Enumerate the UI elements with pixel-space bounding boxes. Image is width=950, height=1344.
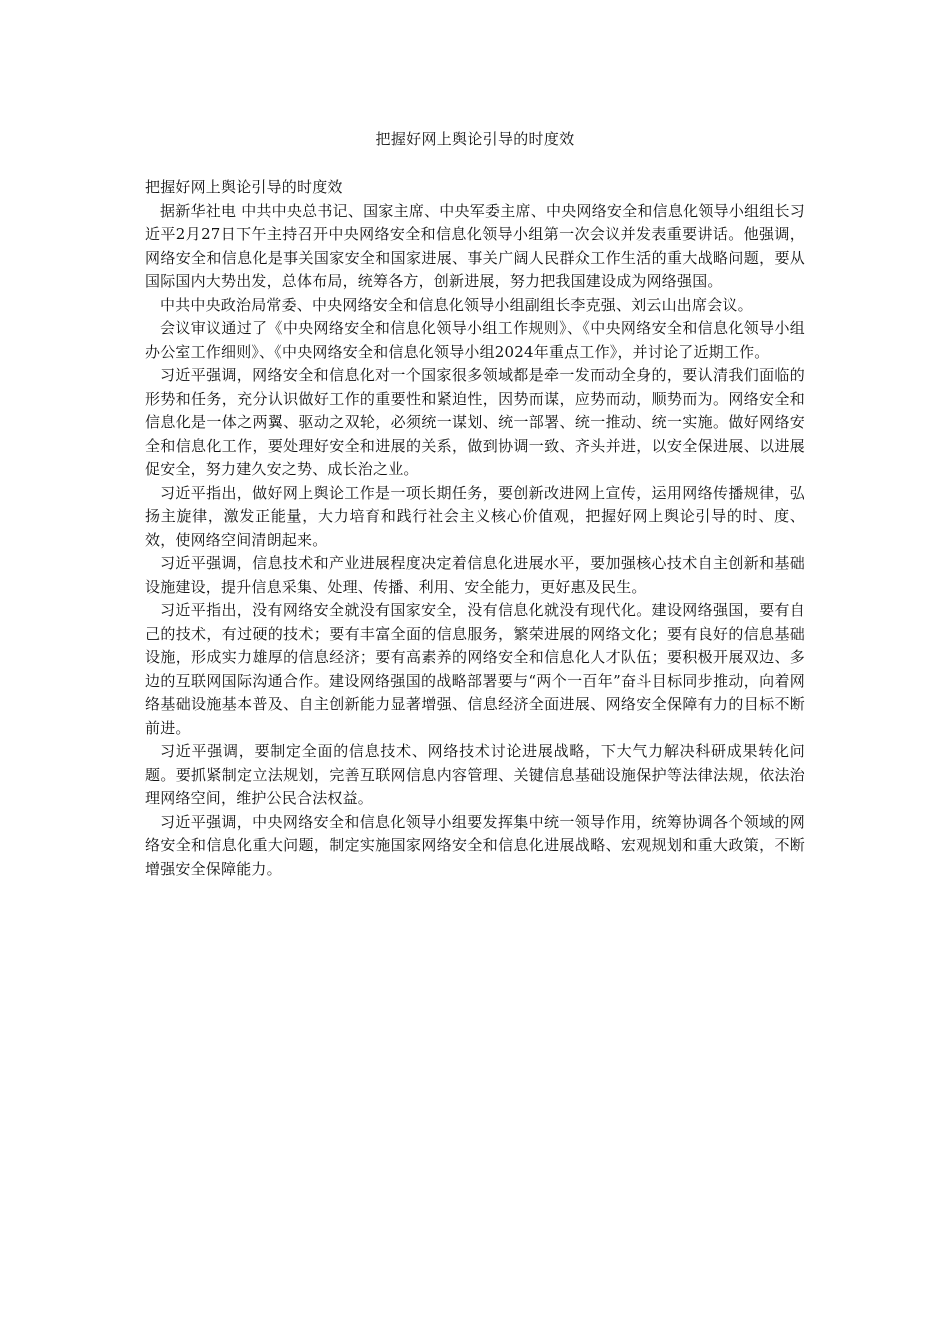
paragraph: 据新华社电 中共中央总书记、国家主席、中央军委主席、中央网络安全和信息化领导小组组长习近平2月27日下午主持召开中央网络安全和信息化领导小组第一次会议并发表重要讲话。他强调，网络安全和信息化是事关国家安全和国家进展、事关广阔人民群众工作生活的重大战略问题，要从国际国内大势出发，总体布局，统筹各方，创新进展，努力把我国建设成为网络强国。 — [145, 201, 805, 290]
paragraph: 习近平强调，信息技术和产业进展程度决定着信息化进展水平，要加强核心技术自主创新和基础设施建设，提升信息采集、处理、传播、利用、安全能力，更好惠及民生。 — [145, 554, 805, 596]
paragraph: 习近平指出，做好网上舆论工作是一项长期任务，要创新改进网上宣传，运用网络传播规律，弘扬主旋律，激发正能量，大力培育和践行社会主义核心价值观，把握好网上舆论引导的时、度、效，使网络空间清朗起来。 — [145, 483, 805, 549]
document-body — [145, 176, 805, 881]
paragraph: 中共中央政治局常委、中央网络安全和信息化领导小组副组长李克强、刘云山出席会议。 — [160, 295, 753, 314]
document-title: 把握好网上舆论引导的时度效 — [375, 130, 575, 148]
paragraph: 习近平指出，没有网络安全就没有国家安全，没有信息化就没有现代化。建设网络强国，要有自己的技术，有过硬的技术；要有丰富全面的信息服务，繁荣进展的网络文化；要有良好的信息基础设施，形成实力雄厚的信息经济；要有高素养的网络安全和信息化人才队伍；要积极开展双边、多边的互联网国际沟通合作。建设网络强国的战略部署要与“两个一百年”奋斗目标同步推动，向着网络基础设施基本普及、自主创新能力显著增强、信息经济全面进展、网络安全保障有力的目标不断前进。 — [145, 601, 805, 737]
paragraph: 习近平强调，网络安全和信息化对一个国家很多领域都是牵一发而动全身的，要认清我们面临的形势和任务，充分认识做好工作的重要性和紧迫性，因势而谋，应势而动，顺势而为。网络安全和信息化是一体之两翼、驱动之双轮，必须统一谋划、统一部署、统一推动、统一实施。做好网络安全和信息化工作，要处理好安全和进展的关系，做到协调一致、齐头并进，以安全保进展、以进展促安全，努力建久安之势、成长治之业。 — [145, 366, 805, 478]
paragraph: 会议审议通过了《中央网络安全和信息化领导小组工作规则》、《中央网络安全和信息化领导小组办公室工作细则》、《中央网络安全和信息化领导小组2024年重点工作》，并讨论了近期工作。 — [145, 319, 805, 361]
paragraph: 习近平强调，要制定全面的信息技术、网络技术讨论进展战略，下大气力解决科研成果转化问题。要抓紧制定立法规划，完善互联网信息内容管理、关键信息基础设施保护等法律法规，依法治理网络空间，维护公民合法权益。 — [145, 742, 805, 807]
document-subtitle: 把握好网上舆论引导的时度效 — [145, 178, 343, 196]
paragraph: 习近平强调，中央网络安全和信息化领导小组要发挥集中统一领导作用，统筹协调各个领域的网络安全和信息化重大问题，制定实施国家网络安全和信息化进展战略、宏观规划和重大政策，不断增强安全保障能力。 — [145, 812, 805, 878]
